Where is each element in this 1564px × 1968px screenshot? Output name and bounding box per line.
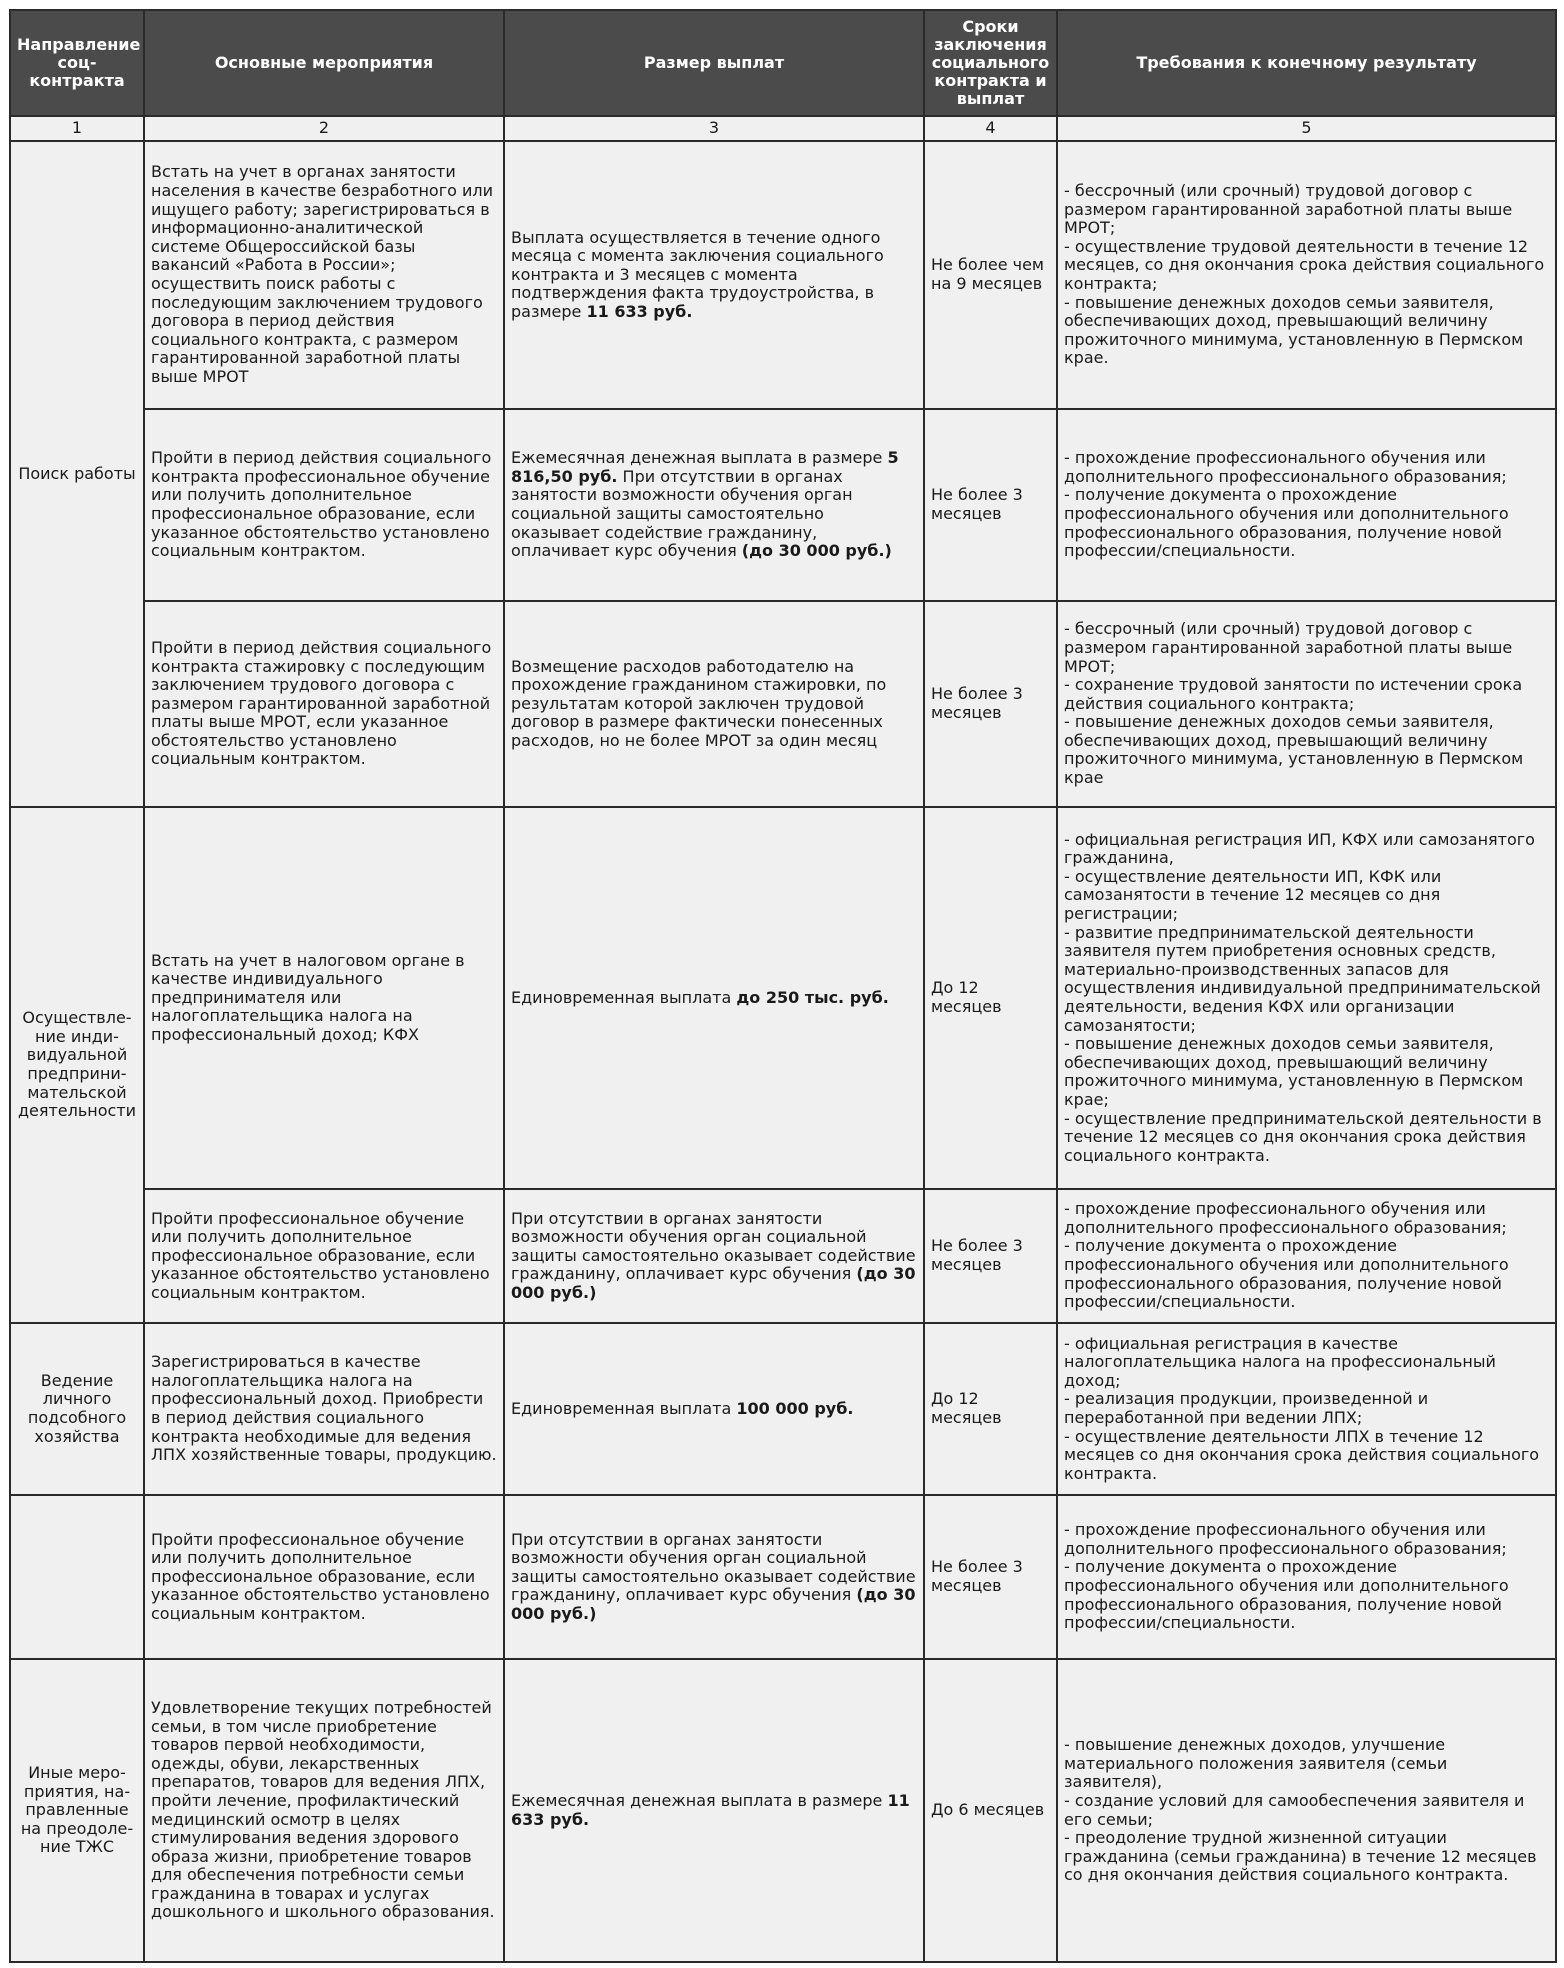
header-requirements: Требования к конечному результату [1057,10,1556,116]
terms-cell: Не более чем на 9 месяцев [924,141,1057,409]
requirement-item: - сохранение трудовой занятости по истечении срока действия социального контракта; [1064,675,1523,713]
table-row [10,1659,1556,1962]
measures-cell: Удовлетворение текущих потребностей семьи, в том числе приобретение товаров первой необходимости, одежды, обуви, лекарственных препаратов, товаров для ведения ЛПХ, пройти лечение, профилактический медицинский осмотр в целях стимулирования ведения здорового образа жизни, приобретение товаров для обеспечения потребности семьи гражданина в товарах и услугах дошкольного и школьного образования. [144,1659,504,1962]
payment-amount: (до 30 000 руб.) [741,541,892,561]
requirement-item: - повышение денежных доходов семьи заявителя, обеспечивающих доход, превышающий величину прожиточного минимума, установленную в Пермском крае; [1064,1034,1524,1109]
header-terms: Сроки заключения социального контракта и выплат [924,10,1057,116]
requirement-item: - бессрочный (или срочный) трудовой договор с размером гарантированной заработной платы выше МРОТ; [1064,619,1513,676]
table-row [10,141,1556,409]
payment-amount: (до 30 000 руб.) [511,1585,916,1623]
direction-cell: Поиск работы [10,141,144,807]
payment-amount: (до 30 000 руб.) [511,1264,916,1302]
table-row [10,409,1556,601]
requirements-cell [1057,1189,1556,1323]
requirement-item: - официальная регистрация ИП, КФХ или самозанятого гражданина, [1064,829,1535,868]
requirement-item: - преодоление трудной жизненной ситуации гражданина (семьи гражданина) в течение 12 месяцев со дня окончания действия социального контракта. [1064,1828,1537,1885]
terms-cell: До 6 месяцев [924,1659,1057,1962]
requirements-cell [1057,141,1556,409]
requirement-item: - получение документа о прохождение профессионального обучения или дополнительного профессионального образования, получение новой профессии/специальности. [1064,1557,1509,1633]
requirement-item: - развитие предпринимательской деятельности заявителя путем приобретения основных средств, материально-производственных запасов для осуществления индивидуальной предпринимательской деятельности, ведения КФХ или организации самозанятости; [1064,922,1541,1035]
payment-amount: 11 633 руб. [586,301,693,321]
payment-text: Выплата осуществляется в течение одного месяца с момента заключения социального контракта и 3 месяцев с момента подтверждения факта трудоустройства, в размере [511,227,884,321]
payment-amount: до 250 тыс. руб. [736,987,889,1007]
column-number-row [10,116,1556,141]
terms-cell: До 12 месяцев [924,807,1057,1189]
requirements-cell [1057,1323,1556,1495]
terms-cell: Не более 3 месяцев [924,409,1057,601]
requirement-item: - бессрочный (или срочный) трудовой договор с размером гарантированной заработной платы выше МРОТ; [1064,181,1513,238]
requirements-cell [1057,807,1556,1189]
requirement-item: - реализация продукции, произведенной и переработанной при ведении ЛПХ; [1064,1389,1429,1427]
column-number: 2 [144,116,504,141]
payment-cell [504,1189,924,1323]
payment-cell [504,141,924,409]
requirement-item: - повышение денежных доходов, улучшение материального положения заявителя (семьи заявителя), [1064,1735,1448,1792]
column-number: 1 [10,116,144,141]
direction-cell-empty [10,1495,144,1659]
requirement-item: - осуществление трудовой деятельности в течение 12 месяцев, со дня окончания срока действия социального контракта; [1064,236,1545,293]
direction-cell: Иные меро-приятия, на-правленные на преодоле-ние ТЖС [10,1659,144,1962]
payment-text: Ежемесячная денежная выплата в размере [511,1790,883,1810]
measures-cell: Встать на учет в органах занятости населения в качестве безработного или ищущего работу; зарегистрироваться в информационно-аналитической системе Общероссийской базы вакансий «Работа в России»; осуществить поиск работы с последующим заключением трудового договора в период действия социального контракта, с размером гарантированной заработной платы выше МРОТ [144,141,504,409]
payment-text: При отсутствии в органах занятости возможности обучения орган социальной защиты самостоятельно оказывает содействие гражданину, оплачивает курс обучения [511,466,853,561]
requirement-item: - осуществление деятельности ЛПХ в течение 12 месяцев со дня окончания срока действия социального контракта. [1064,1426,1540,1483]
payment-cell: Возмещение расходов работодателю на прохождение гражданином стажировки, по результатам которой заключен трудовой договор в размере фактически понесенных расходов, но не более МРОТ за один месяц [504,601,924,807]
table-row [10,1323,1556,1495]
header-payment: Размер выплат [504,10,924,116]
payment-amount: 100 000 руб. [736,1398,854,1418]
requirement-item: - повышение денежных доходов семьи заявителя, обеспечивающих доход, превышающий величину прожиточного минимума, установленную в Пермском крае. [1064,292,1524,368]
direction-cell: Осуществле-ние инди-видуальной предприни-мательской деятельности [10,807,144,1323]
direction-cell: Ведение личного подсобного хозяйства [10,1323,144,1495]
payment-amount: 5 816,50 руб. [511,448,899,486]
column-number: 5 [1057,116,1556,141]
terms-cell: До 12 месяцев [924,1323,1057,1495]
requirement-item: - прохождение профессионального обучения или дополнительного профессионального образования; [1064,1199,1507,1237]
requirement-item: - прохождение профессионального обучения или дополнительного профессионального образования; [1064,448,1507,486]
payment-cell [504,1659,924,1962]
table-row [10,1495,1556,1659]
social-contract-table [9,9,1557,1963]
requirements-cell [1057,409,1556,601]
terms-cell: Не более 3 месяцев [924,601,1057,807]
table-row [10,1189,1556,1323]
measures-cell: Пройти в период действия социального контракта профессиональное обучение или получить дополнительное профессиональное образование, если указанное обстоятельство установлено социальным контрактом. [144,409,504,601]
payment-text: Единовременная выплата [511,987,732,1007]
measures-cell: Пройти в период действия социального контракта стажировку с последующим заключением трудового договора с размером гарантированной заработной платы выше МРОТ, если указанное обстоятельство установлено социальным контрактом. [144,601,504,807]
header-row [10,10,1556,116]
measures-cell: Встать на учет в налоговом органе в качестве индивидуального предпринимателя или налогоплательщика налога на профессиональный доход; КФХ [144,807,504,1189]
payment-cell [504,1495,924,1659]
requirement-item: - повышение денежных доходов семьи заявителя, обеспечивающих доход, превышающий величину прожиточного минимума, установленную в Пермском крае [1064,712,1524,788]
requirement-item: - осуществление деятельности ИП, КФК или самозанятости в течение 12 месяцев со дня регистрации; [1064,866,1442,924]
requirement-item: - создание условий для самообеспечения заявителя и его семьи; [1064,1790,1525,1829]
payment-cell [504,1323,924,1495]
payment-text: Ежемесячная денежная выплата в размере [511,448,883,468]
requirements-cell [1057,601,1556,807]
payment-cell [504,807,924,1189]
requirement-item: - прохождение профессионального обучения или дополнительного профессионального образования; [1064,1520,1507,1558]
column-number: 3 [504,116,924,141]
requirements-cell [1057,1495,1556,1659]
payment-text: При отсутствии в органах занятости возможности обучения орган социальной защиты самостоятельно оказывает содействие гражданину, оплачивает курс обучения [511,1208,916,1284]
payment-text: Единовременная выплата [511,1398,732,1418]
measures-cell: Зарегистрироваться в качестве налогоплательщика налога на профессиональный доход. Приобрести в период действия социального контракта необходимые для ведения ЛПХ хозяйственные товары, продукцию. [144,1323,504,1495]
requirements-cell [1057,1659,1556,1962]
header-direction: Направление соц-контракта [10,10,144,116]
requirement-item: - получение документа о прохождение профессионального обучения или дополнительного профессионального образования, получение новой профессии/специальности. [1064,485,1509,561]
payment-text: При отсутствии в органах занятости возможности обучения орган социальной защиты самостоятельно оказывает содействие гражданину, оплачивает курс обучения [511,1529,916,1605]
table-row [10,601,1556,807]
requirement-item: - официальная регистрация в качестве налогоплательщика налога на профессиональный доход; [1064,1333,1496,1390]
payment-amount: 11 633 руб. [511,1790,910,1829]
terms-cell: Не более 3 месяцев [924,1189,1057,1323]
requirement-item: - получение документа о прохождение профессионального обучения или дополнительного профессионального образования, получение новой профессии/специальности. [1064,1236,1509,1312]
header-measures: Основные мероприятия [144,10,504,116]
measures-cell: Пройти профессиональное обучение или получить дополнительное профессиональное образование, если указанное обстоятельство установлено социальным контрактом. [144,1189,504,1323]
column-number: 4 [924,116,1057,141]
measures-cell: Пройти профессиональное обучение или получить дополнительное профессиональное образование, если указанное обстоятельство установлено социальным контрактом. [144,1495,504,1659]
terms-cell: Не более 3 месяцев [924,1495,1057,1659]
table-row [10,807,1556,1189]
requirement-item: - осуществление предпринимательской деятельности в течение 12 месяцев со дня окончания срока действия социального контракта. [1064,1108,1542,1165]
payment-cell [504,409,924,601]
